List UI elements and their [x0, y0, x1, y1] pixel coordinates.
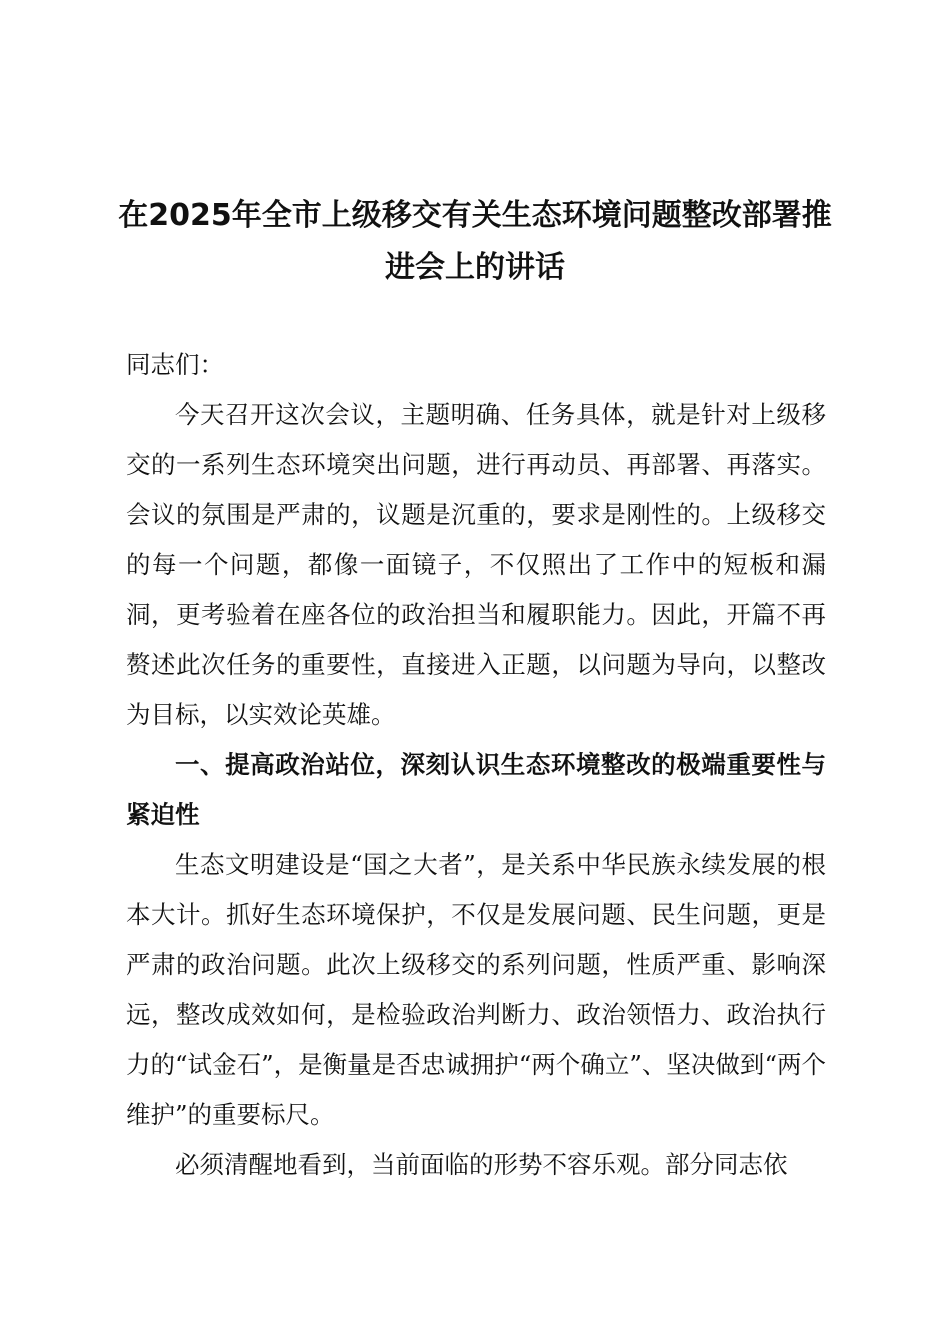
- document-body: [126, 340, 826, 1190]
- section-1-paragraph-1: 生态文明建设是“国之大者”，是关系中华民族永续发展的根本大计。抓好生态环境保护，不仅是发展问题、民生问题，更是严肃的政治问题。此次上级移交的系列问题，性质严重、影响深远，整改成效如何，是检验政治判断力、政治领悟力、政治执行力的“试金石”，是衡量是否忠诚拥护“两个确立”、坚决做到“两个维护”的重要标尺。: [126, 850, 826, 1129]
- intro-paragraph: 今天召开这次会议，主题明确、任务具体，就是针对上级移交的一系列生态环境突出问题，进行再动员、再部署、再落实。会议的氛围是严肃的，议题是沉重的，要求是刚性的。上级移交的每一个问题，都像一面镜子，不仅照出了工作中的短板和漏洞，更考验着在座各位的政治担当和履职能力。因此，开篇不再赘述此次任务的重要性，直接进入正题，以问题为导向，以整改为目标，以实效论英雄。: [126, 400, 826, 729]
- document-title: 在2025年全市上级移交有关生态环境问题整改部署推进会上的讲话: [118, 198, 832, 285]
- section-1-paragraph-2: 必须清醒地看到，当前面临的形势不容乐观。部分同志依: [175, 1150, 788, 1179]
- salutation: 同志们：: [126, 350, 224, 379]
- section-heading-1: 一、提高政治站位，深刻认识生态环境整改的极端重要性与紧迫性: [126, 750, 826, 829]
